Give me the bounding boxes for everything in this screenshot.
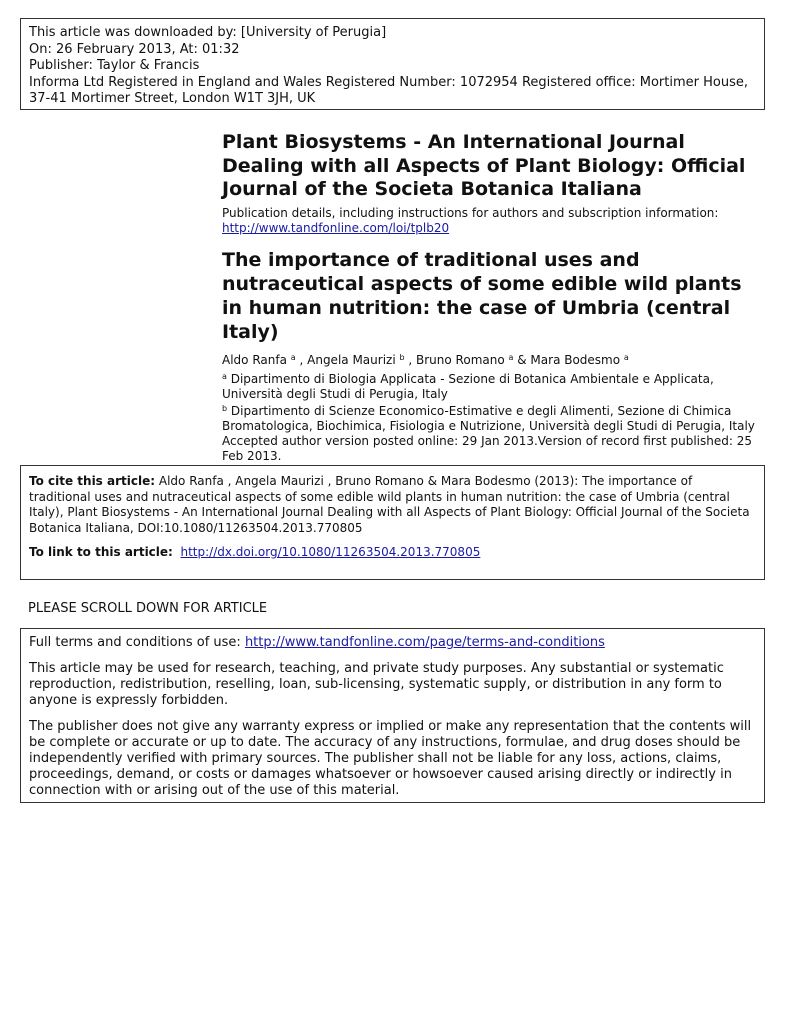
article-link-row (29, 545, 756, 561)
author-name: Mara Bodesmo (530, 353, 621, 367)
author-name: Bruno Romano (416, 353, 505, 367)
download-info-line: This article was downloaded by: [University of Perugia] (29, 25, 387, 40)
terms-link[interactable]: http://www.tandfonline.com/page/terms-and-conditions (244, 635, 605, 650)
author-separator: , (404, 353, 417, 367)
author-list (222, 353, 767, 368)
usage-paragraph: This article may be used for research, teaching, and private study purposes. Any substantial or systematic reproduction, redistribution, reselling, loan, sub-licensing, systematic supply, or distribution in any form to anyone is expressly forbidden. (29, 661, 724, 708)
citation-label: To cite this article: (29, 474, 156, 488)
author-name: Angela Maurizi (307, 353, 396, 367)
affiliation-a (222, 372, 767, 402)
terms-row (29, 635, 756, 651)
publication-details-text: Publication details, including instructions for authors and subscription information: (222, 205, 719, 220)
article-section (222, 248, 767, 464)
citation (29, 474, 756, 536)
publication-history: Accepted author version posted online: 29 Jan 2013.Version of record first published: 25 Feb 2013. (222, 434, 753, 463)
author-separator: , (295, 353, 308, 367)
doi-link[interactable]: http://dx.doi.org/10.1080/11263504.2013.770805 (180, 545, 481, 559)
affiliation-a-text: Dipartimento di Biologia Applicata - Sezione di Botanica Ambientale e Applicata, Università degli Studi di Perugia, Italy (222, 372, 714, 401)
journal-link[interactable]: http://www.tandfonline.com/loi/tplb20 (222, 220, 450, 235)
citation-text: Aldo Ranfa , Angela Maurizi , Bruno Romano & Mara Bodesmo (2013): The importance of traditional uses and nutraceutical aspects of some edible wild plants in human nutrition: the case of Umbria (central Italy), Plant Biosystems - An International Journal Dealing with all Aspects of Plant Biology: Official Journal of the Societa Botanica Italiana, DOI:10.1080/11263504.2013.770805 (29, 474, 750, 535)
affiliation-b-text: Dipartimento di Scienze Economico-Estimative e degli Alimenti, Sezione di Chimica Bromatologica, Biochimica, Fisiologia e Nutrizione, Università degli Studi di Perugia, Italy (222, 404, 755, 433)
affiliation-a-mark: a (222, 372, 227, 381)
address-line: 37-41 Mortimer Street, London W1T 3JH, UK (29, 91, 316, 106)
author-affiliation-mark: a (290, 353, 296, 362)
disclaimer-paragraph: The publisher does not give any warranty express or implied or make any representation that the contents will be complete or accurate or up to date. The accuracy of any instructions, formulae, and drug doses should be independently verified with primary sources. The publisher shall not be liable for any loss, actions, claims, proceedings, demand, or costs or damages whatsoever or howsoever caused arising directly or indirectly in connection with or arising out of the use of this material. (29, 719, 752, 798)
journal-title: Plant Biosystems - An International Journal Dealing with all Aspects of Plant Biology: Official Journal of the Societa Botanica Italiana (222, 131, 746, 200)
article-title: The importance of traditional uses and nutraceutical aspects of some edible wild plants in human nutrition: the case of Umbria (central Italy) (222, 249, 742, 343)
terms-label: Full terms and conditions of use: (29, 635, 241, 650)
author-name: Aldo Ranfa (222, 353, 287, 367)
citation-box (20, 465, 765, 580)
author-affiliation-mark: a (623, 353, 629, 362)
article-link-label: To link to this article: (29, 545, 173, 559)
download-info-box (20, 18, 765, 110)
publisher-line: Publisher: Taylor & Francis (29, 58, 200, 73)
author-affiliation-mark: b (399, 353, 405, 362)
terms-box (20, 628, 765, 803)
affiliation-b-mark: b (222, 404, 228, 413)
registration-line: Informa Ltd Registered in England and Wales Registered Number: 1072954 Registered office: Mortimer House, (29, 74, 748, 90)
journal-section (222, 131, 767, 236)
publication-details (222, 206, 767, 236)
scroll-notice: PLEASE SCROLL DOWN FOR ARTICLE (28, 601, 268, 616)
affiliation-b (222, 404, 767, 434)
author-separator: & (513, 353, 531, 367)
author-affiliation-mark: a (508, 353, 514, 362)
download-date-line: On: 26 February 2013, At: 01:32 (29, 41, 240, 57)
